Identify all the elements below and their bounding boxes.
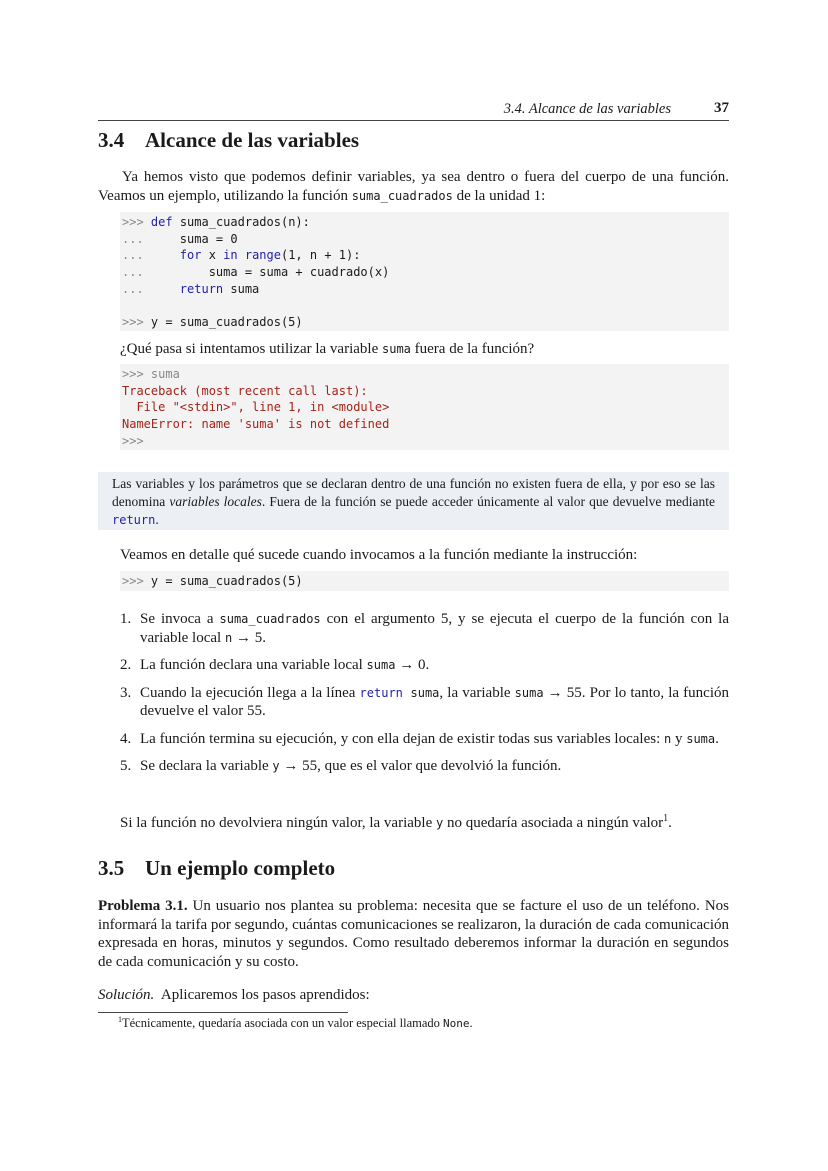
solution-text: Aplicaremos los pasos aprendidos: xyxy=(154,987,370,1003)
error-line: File "<stdin>", line 1, in <module> xyxy=(122,400,390,415)
footnote xyxy=(118,1015,473,1031)
error-line: Traceback (most recent call last): xyxy=(122,383,368,398)
step-text: → 0. xyxy=(395,657,430,673)
code-line-text: y = suma_cuadrados(5) xyxy=(150,574,303,588)
step-text: La función termina su ejecución, y con ella dejan de existir todas sus variables locales: xyxy=(140,730,664,747)
step-text: , la variable xyxy=(439,684,515,701)
step-text: y xyxy=(671,730,687,747)
inline-code: suma xyxy=(402,685,440,700)
inline-code: suma_cuadrados xyxy=(219,612,321,626)
code-line: ... suma = 0 xyxy=(122,231,238,246)
intro-text: Ya hemos visto que podemos definir variables, ya sea dentro o fuera del cuerpo de una función. Veamos un ejemplo, utilizando la función xyxy=(98,169,729,204)
page-number: 37 xyxy=(714,100,729,116)
question-text-end: fuera de la función? xyxy=(410,341,535,357)
list-item xyxy=(120,656,729,675)
list-item xyxy=(120,757,729,776)
note-text: Las variables y los parámetros que se declaran dentro de una función no existen fuera de ella, y por eso se las denomina xyxy=(112,476,715,509)
footnote-end: . xyxy=(469,1016,473,1031)
inline-code: n xyxy=(224,630,233,645)
note-text-end: . xyxy=(155,512,159,527)
list-item xyxy=(120,610,729,647)
footnote-marker[interactable]: 1 xyxy=(663,813,669,824)
section-title: Un ejemplo completo xyxy=(145,856,336,880)
closing-text-2: no quedaría asociada a ningún valor xyxy=(443,815,664,831)
code-line: ... suma = suma + cuadrado(x) xyxy=(122,265,390,280)
section-title: Alcance de las variables xyxy=(145,128,360,152)
solution-label: Solución. xyxy=(98,987,155,1003)
list-number: 1. xyxy=(120,611,132,627)
footnote-number: 1 xyxy=(118,1015,122,1024)
code-line: >>> y = suma_cuadrados(5) xyxy=(122,574,303,588)
inline-code-keyword: return xyxy=(359,685,403,700)
step-text: . xyxy=(715,730,719,747)
list-number: 3. xyxy=(120,684,132,701)
code-block-call xyxy=(120,571,729,591)
step-text: Cuando la ejecución llega a la línea xyxy=(140,684,360,701)
footnote-rule xyxy=(98,1012,348,1013)
closing-paragraph xyxy=(120,810,729,833)
code-line-blank xyxy=(122,297,729,314)
list-item xyxy=(120,684,729,721)
inline-code: suma xyxy=(366,658,396,672)
section-heading-3-4 xyxy=(98,128,359,153)
inline-code: None xyxy=(443,1017,470,1031)
note-text-2: . Fuera de la función se puede acceder únicamente al valor que devuelve mediante xyxy=(261,494,715,509)
section-number: 3.5 xyxy=(98,856,125,880)
step-text: La función declara una variable local xyxy=(140,657,367,673)
header-section-title: 3.4. Alcance de las variables xyxy=(503,101,671,117)
steps-list xyxy=(120,610,729,785)
problem-text: Un usuario nos plantea su problema: necesita que se facture el uso de un teléfono. Nos informará la tarifa por segundo, cuántas comunicaciones se realizaron, la duración de cada comunicación expresada en horas, minutos y segundos. Como resultado deberemos informar la duración en segundos de cada comunicación y su costo. xyxy=(98,898,729,970)
section-heading-3-5 xyxy=(98,856,335,881)
problem-label: Problema 3.1. xyxy=(98,898,188,914)
note-box xyxy=(98,472,729,530)
code-block-definition xyxy=(120,212,729,331)
question-text: ¿Qué pasa si intentamos utilizar la variable xyxy=(120,341,382,357)
step-text: → 5. xyxy=(232,629,266,646)
error-line: NameError: name 'suma' is not defined xyxy=(122,417,390,432)
inline-code: suma xyxy=(686,731,716,746)
problem-paragraph xyxy=(98,897,729,971)
step-text: Se declara la variable xyxy=(140,758,273,774)
step-text: → 55. Por lo tanto, la función devuelve el valor 55. xyxy=(140,684,729,719)
detail-intro: Veamos en detalle qué sucede cuando invocamos a la función mediante la instrucción: xyxy=(120,547,638,563)
inline-code: suma xyxy=(514,685,544,700)
code-prompt-line: >>> xyxy=(122,433,144,448)
footnote-text: Técnicamente, quedaría asociada con un valor especial llamado xyxy=(122,1016,444,1031)
step-text: con el argumento 5, y se ejecuta el cuerpo de la función con la variable local xyxy=(140,611,729,646)
question-paragraph xyxy=(120,340,729,359)
inline-code: y xyxy=(272,759,280,773)
closing-text-end: . xyxy=(668,815,672,831)
solution-paragraph xyxy=(98,986,729,1005)
inline-code: suma xyxy=(382,342,411,356)
section-number: 3.4 xyxy=(98,128,125,152)
list-number: 2. xyxy=(120,657,132,673)
inline-code: return xyxy=(112,513,156,527)
step-text: → 55, que es el valor que devolvió la función. xyxy=(279,758,562,774)
intro-text-end: de la unidad 1: xyxy=(452,187,546,204)
list-number: 5. xyxy=(120,758,132,774)
code-line: >>> y = suma_cuadrados(5) xyxy=(122,315,303,330)
running-header xyxy=(98,100,729,121)
intro-paragraph xyxy=(98,168,729,205)
code-line: >>> def suma_cuadrados(n): xyxy=(122,215,310,229)
note-emphasis: variables locales xyxy=(169,494,262,509)
step-text: Se invoca a xyxy=(140,611,220,627)
code-block-traceback xyxy=(120,364,729,450)
code-prompt-line: >>> suma xyxy=(122,367,180,381)
list-item xyxy=(120,730,729,749)
list-number: 4. xyxy=(120,730,132,747)
code-line: ... for x in range(1, n + 1): xyxy=(122,248,361,263)
inline-code: y xyxy=(435,816,444,830)
closing-text: Si la función no devolviera ningún valor, la variable xyxy=(120,815,436,831)
inline-code: n xyxy=(664,731,672,746)
inline-code: suma_cuadrados xyxy=(351,188,453,203)
code-line: ... return suma xyxy=(122,281,260,296)
